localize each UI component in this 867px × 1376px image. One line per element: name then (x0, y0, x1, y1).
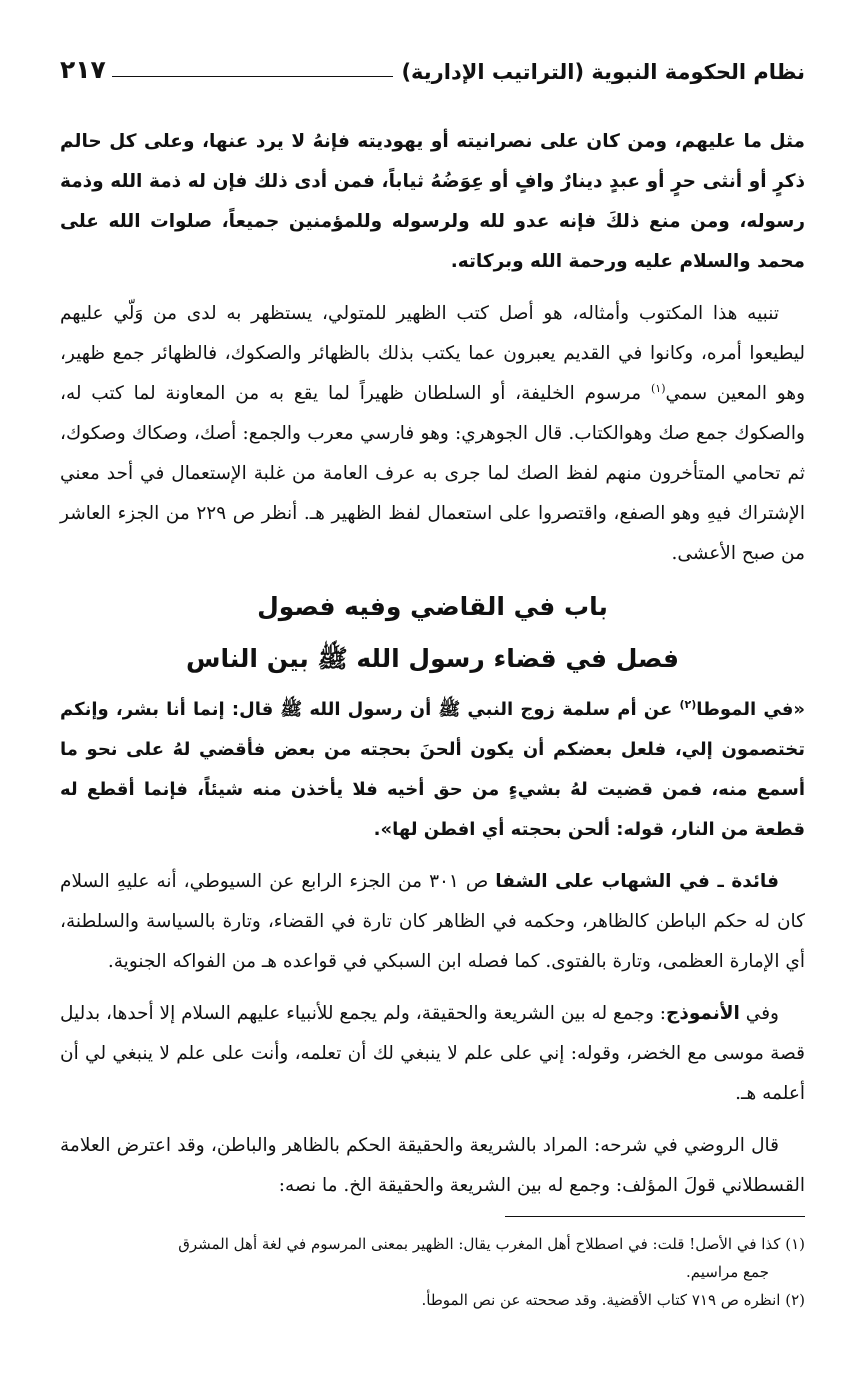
hadith-paragraph (60, 690, 805, 850)
note-paragraph-part1: تنبيه هذا المكتوب وأمثاله، هو أصل كتب الظهير للمتولي، يستظهر به لدى من وَلّي عليهم ليطيعوا أمره، وكانوا في القديم يعبرون عما يكتب بذلك بالظهائر والصكوك، فالظهائر جمع ظهير، وهو المعين سمي (60, 303, 806, 404)
letter-ending-paragraph: مثل ما عليهم، ومن كان على نصرانيته أو يهوديته فإنهُ لا يرد عنها، وعلى كل حالم ذكرٍ أو أنثى حرٍ أو عبدٍ دينارٌ وافٍ أو عِوَضُهُ ثياباً، فمن أدى ذلك فإن له ذمة الله وذمة رسوله، ومن منع ذلكَ فإنه عدو لله ولرسوله وللمؤمنين جميعاً، صلوات الله على محمد والسلام عليه ورحمة الله وبركاته. (60, 131, 805, 272)
anmudhaj-lead: الأنموذج (666, 1003, 740, 1024)
chapter-heading: باب في القاضي وفيه فصول (257, 592, 608, 621)
note-paragraph-part2: مرسوم الخليفة، أو السلطان ظهيراً لما يقع به من المعاونة لما كتب له، والصكوك جمع صك وهوالكتاب. قال الجوهري: وهو فارسي معرب والجمع: أصك، وصكاك وصكوك، ثم تحامي المتأخرون منهم لفظ الصك لما جرى به عرف العامة من غلبة الإستعمال في أحد معني الإشتراك فيهِ وهو الصفع، واقتصروا على استعمال لفظ الظهير هـ. أنظر ص ٢٢٩ من الجزء العاشر من صبح الأعشى. (60, 383, 805, 564)
main-text (60, 122, 805, 1218)
footnote-separator (505, 1216, 805, 1217)
benefit-lead: فائدة ـ في الشهاب على الشفا (495, 871, 779, 892)
book-page (60, 0, 805, 1376)
hadith-source: «في الموطا (696, 699, 805, 720)
footnote-1-continuation: جمع مراسيم. (685, 1263, 769, 1281)
anmudhaj-pre: وفي (739, 1003, 779, 1024)
anmudhaj-text: : وجمع له بين الشريعة والحقيقة، ولم يجمع للأنبياء عليهم السلام إلا أحدها، بدليل قصة موسى مع الخضر، وقوله: إني على علم لا ينبغي لك أن تعلمه، وأنت على علم لا ينبغي لي أن أعلمه هـ. (60, 1003, 805, 1104)
page-number: ٢١٧ (60, 55, 106, 84)
hadith-text: عن أم سلمة زوج النبي ﷺ أن رسول الله ﷺ قال: إنما أنا بشر، وإنكم تختصمون إلي، فلعل بعضكم أن يكون ألحنَ بحجته من بعض فأقضي لهُ على نحو ما أسمع منه، فمن قضيت لهُ بشيءٍ من حق أخيه فلا يأخذن منه شيئاً، فإنما أقطع له قطعة من النار، قوله: ألحن بحجته أي افطن لها». (60, 699, 805, 840)
footnote-2: (٢) انظره ص ٧١٩ كتاب الأقضية. وقد صححته عن نص الموطأ. (421, 1291, 805, 1309)
footnote-1: (١) كذا في الأصل! قلت: في اصطلاح أهل المغرب يقال: الظهير بمعنى المرسوم في لغة أهل المشرق (178, 1235, 805, 1253)
running-title: نظام الحكومة النبوية (التراتيب الإدارية) (401, 60, 805, 84)
benefit-text: ص ٣٠١ من الجزء الرابع عن السيوطي، أنه عليهِ السلام كان له حكم الباطن كالظاهر، وحكمه في الظاهر كان تارة في القضاء، وتارة بالسياسة والسلطنة، أي الإمارة العظمى، وتارة بالفتوى. كما فصله ابن السبكي في قواعده هـ من الفواكه الجنوية. (60, 871, 805, 972)
running-header (60, 48, 805, 84)
rawdi-paragraph: قال الروضي في شرحه: المراد بالشريعة والحقيقة الحكم بالظاهر والباطن، وقد اعترض العلامة القسطلاني قولَ المؤلف: وجمع له بين الشريعة والحقيقة الخ. ما نصه: (60, 1135, 805, 1196)
footnotes (60, 1230, 805, 1314)
anmudhaj-paragraph (60, 994, 805, 1114)
footnote-ref-2[interactable]: (٢) (679, 698, 697, 711)
section-heading: فصل في قضاء رسول الله ﷺ بين الناس (185, 644, 680, 673)
benefit-paragraph (60, 862, 805, 982)
header-rule (112, 76, 394, 77)
footnote-ref-1[interactable]: (١) (651, 381, 666, 395)
note-paragraph (60, 294, 805, 574)
